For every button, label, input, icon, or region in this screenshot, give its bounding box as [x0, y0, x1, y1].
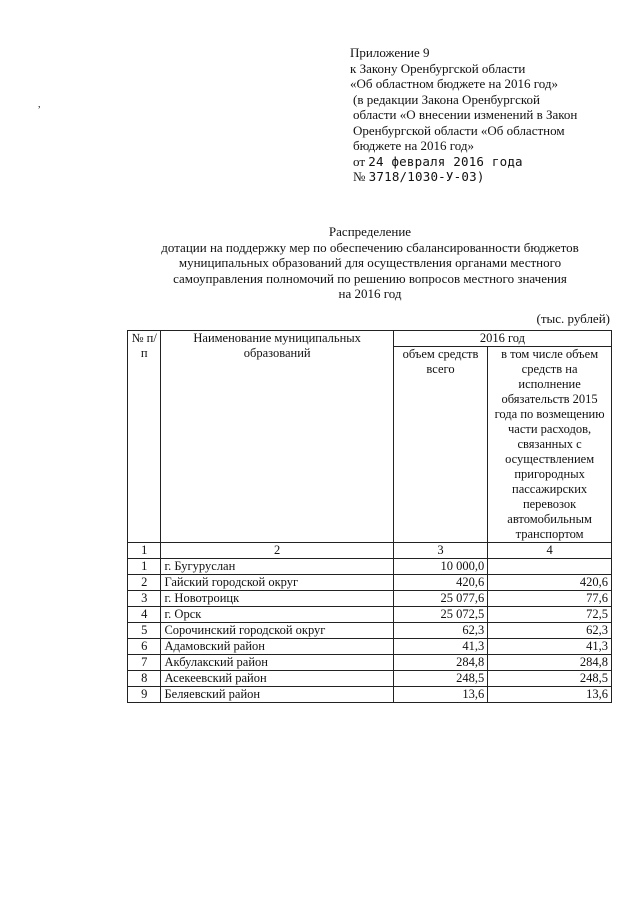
row-total: 248,5 — [393, 671, 487, 687]
table-row — [128, 575, 612, 591]
row-total: 41,3 — [393, 639, 487, 655]
title-line: на 2016 год — [338, 286, 402, 301]
row-name: Акбулакский район — [161, 655, 393, 671]
row-number: 1 — [128, 559, 161, 575]
column-number: 2 — [161, 543, 393, 559]
table-row — [128, 639, 612, 655]
date-prefix: от — [353, 153, 366, 169]
row-total: 420,6 — [393, 575, 487, 591]
appendix-line: бюджете на 2016 год» — [353, 138, 475, 153]
row-included: 72,5 — [488, 607, 612, 623]
row-name: Сорочинский городской округ — [161, 623, 393, 639]
appendix-line: «Об областном бюджете на 2016 год» — [350, 76, 558, 91]
row-total: 284,8 — [393, 655, 487, 671]
row-included: 77,6 — [488, 591, 612, 607]
title-line: Распределение — [328, 224, 412, 239]
row-name: г. Новотроицк — [161, 591, 393, 607]
table-row — [128, 623, 612, 639]
table-row — [128, 687, 612, 703]
row-total: 13,6 — [393, 687, 487, 703]
row-number: 3 — [128, 591, 161, 607]
row-included: 284,8 — [488, 655, 612, 671]
row-total: 62,3 — [393, 623, 487, 639]
column-number: 1 — [128, 543, 161, 559]
date-value: 24 февраля 2016 года — [368, 153, 523, 169]
table-row — [128, 671, 612, 687]
appendix-line: Оренбургской области «Об областном — [353, 122, 565, 138]
appendix-number-line — [350, 169, 577, 185]
row-number: 7 — [128, 655, 161, 671]
row-total: 25 077,6 — [393, 591, 487, 607]
row-name: Беляевский район — [161, 687, 393, 703]
appendix-line: к Закону Оренбургской области — [350, 60, 526, 76]
row-number: 4 — [128, 607, 161, 623]
row-name: Гайский городской округ — [161, 575, 393, 591]
table-row — [128, 559, 612, 575]
margin-mark: , — [38, 99, 41, 110]
number-prefix: № — [353, 169, 366, 184]
appendix-line: Приложение 9 — [350, 45, 430, 60]
distribution-table — [127, 330, 612, 703]
appendix-date-line — [350, 154, 577, 170]
document-title — [120, 224, 620, 302]
column-number: 3 — [393, 543, 487, 559]
table-row — [128, 591, 612, 607]
units-note: (тыс. рублей) — [536, 311, 610, 326]
row-name: Адамовский район — [161, 639, 393, 655]
row-number: 9 — [128, 687, 161, 703]
header-included: в том числе объем средств на исполнение обязательств 2015 года по возмещению части расходов, связанных с осуществлением пригородных пассажирских перевозок автомобильным транспортом — [488, 347, 612, 543]
row-included: 248,5 — [488, 671, 612, 687]
table-row — [128, 655, 612, 671]
header-total: объем средств всего — [393, 347, 487, 543]
row-total: 10 000,0 — [393, 559, 487, 575]
title-line: самоуправления полномочий по решению вопросов местного значения — [173, 270, 567, 286]
row-number: 6 — [128, 639, 161, 655]
row-name: г. Орск — [161, 607, 393, 623]
row-number: 8 — [128, 671, 161, 687]
title-line: дотации на поддержку мер по обеспечению сбалансированности бюджетов — [161, 239, 579, 255]
row-name: г. Бугуруслан — [161, 559, 393, 575]
row-included: 13,6 — [488, 687, 612, 703]
row-name: Асекеевский район — [161, 671, 393, 687]
appendix-line: (в редакции Закона Оренбургской — [353, 91, 541, 107]
column-number: 4 — [488, 543, 612, 559]
column-number-row — [128, 543, 612, 559]
appendix-header — [350, 45, 577, 185]
row-total: 25 072,5 — [393, 607, 487, 623]
table-row — [128, 607, 612, 623]
title-line: муниципальных образований для осуществления органами местного — [178, 255, 562, 270]
row-included: 41,3 — [488, 639, 612, 655]
row-included: 420,6 — [488, 575, 612, 591]
header-name: Наименование муниципальных образований — [161, 331, 393, 543]
row-number: 5 — [128, 623, 161, 639]
number-value: 3718/1030-У-03) — [368, 169, 485, 184]
row-included — [488, 559, 612, 575]
appendix-line: области «О внесении изменений в Закон — [353, 107, 578, 122]
row-number: 2 — [128, 575, 161, 591]
header-row — [128, 331, 612, 347]
row-included: 62,3 — [488, 623, 612, 639]
header-year: 2016 год — [393, 331, 611, 347]
header-number: № п/п — [128, 331, 161, 543]
